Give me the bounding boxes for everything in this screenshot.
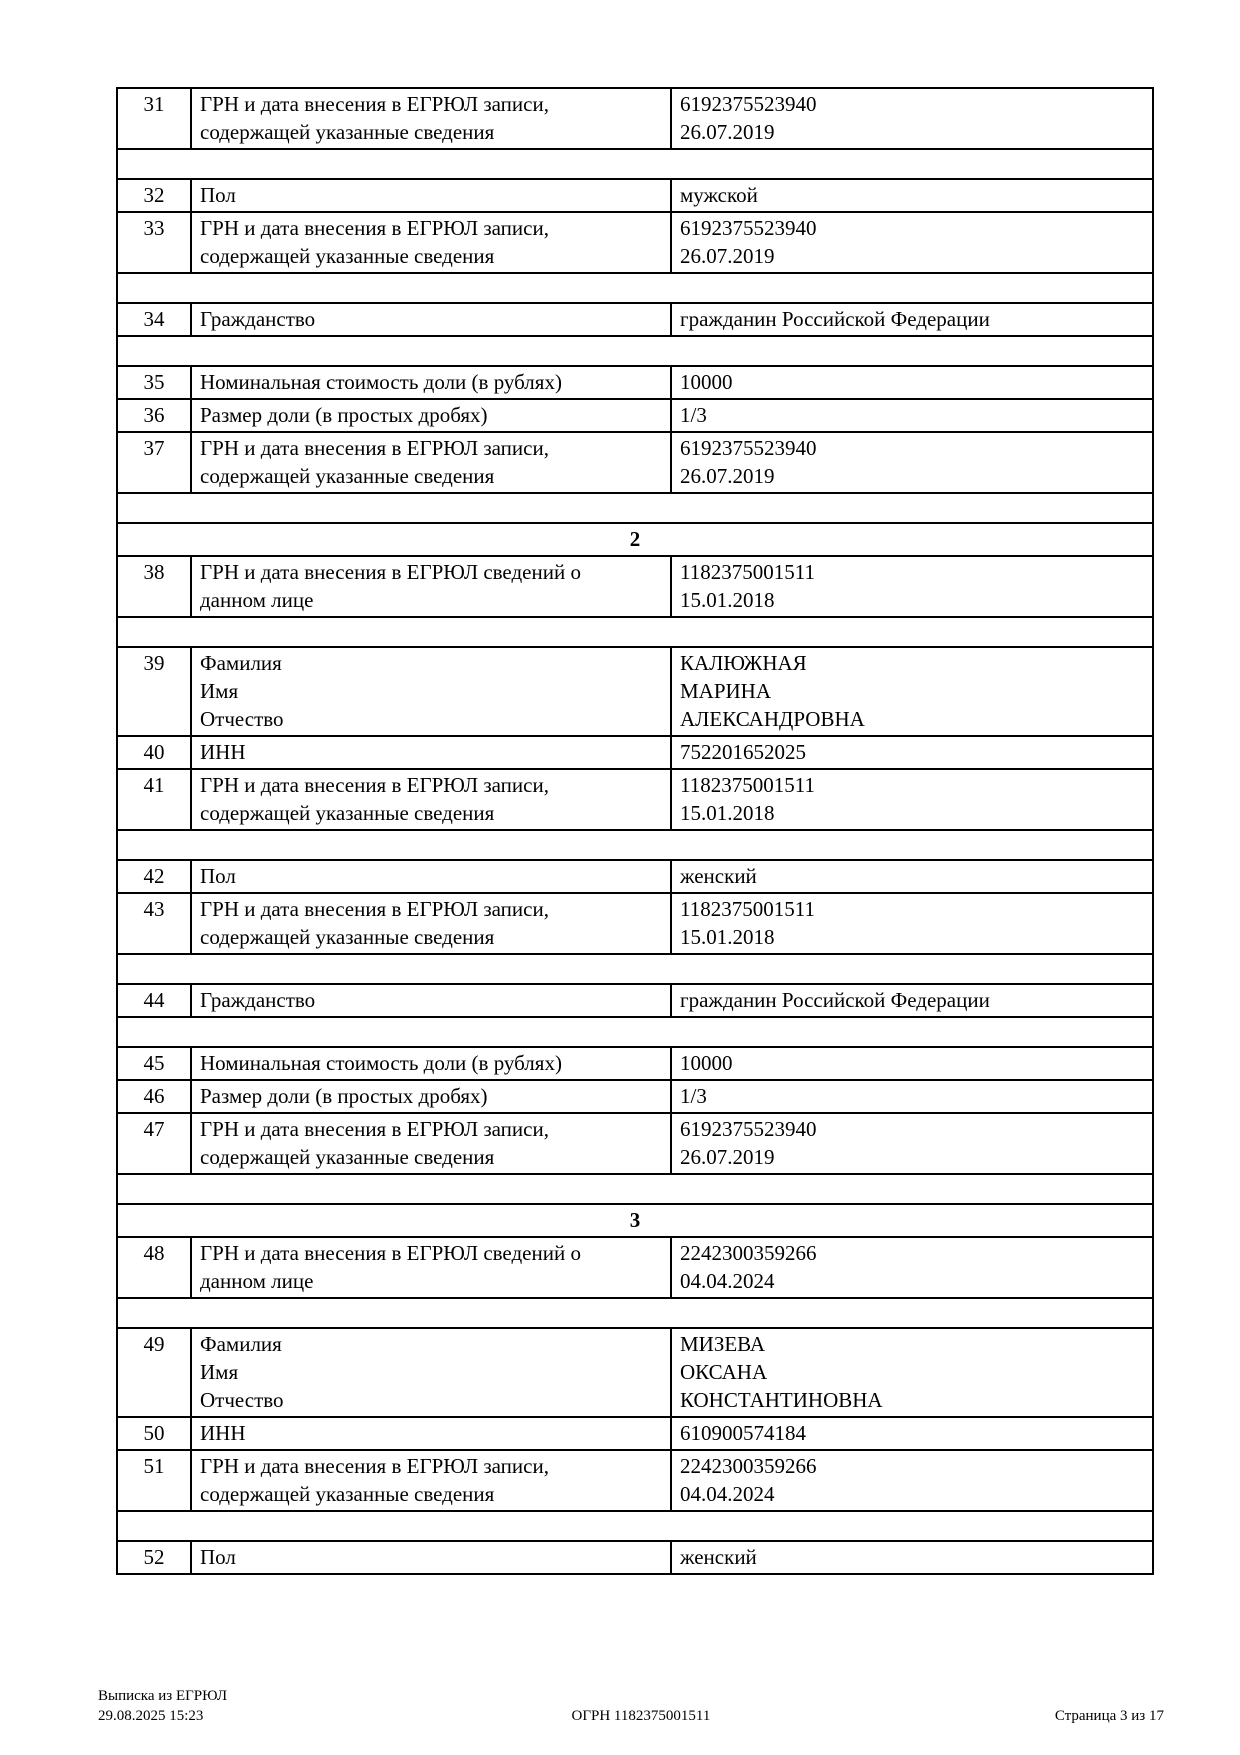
table-row [117,1237,1153,1298]
cell-line: Отчество [200,1388,284,1412]
cell-line: 6192375523940 [680,436,817,460]
field-name-cell [191,769,671,830]
cell-line: Гражданство [200,307,316,331]
cell-line: 752201652025 [680,740,806,764]
table-row [117,1541,1153,1574]
cell-line: гражданин Российской Федерации [680,307,990,331]
field-value-cell [671,1047,1153,1080]
field-value-cell [671,399,1153,432]
table-row [117,88,1153,149]
cell-line: ГРН и дата внесения в ЕГРЮЛ записи, [200,216,549,240]
cell-line: Номинальная стоимость доли (в рублях) [200,1051,562,1075]
egrul-table-body [117,88,1153,1574]
cell-line: КАЛЮЖНАЯ [680,651,807,675]
table-row [117,1417,1153,1450]
cell-line: ОКСАНА [680,1360,768,1384]
cell-line: 26.07.2019 [680,244,775,268]
field-name-cell [191,303,671,336]
row-number-cell: 48 [117,1237,191,1298]
footer-doc-info [98,1686,227,1726]
spacer-row [117,617,1153,647]
field-name-cell [191,893,671,954]
section-header-row [117,523,1153,556]
cell-line: гражданин Российской Федерации [680,988,990,1012]
cell-line: Имя [200,1360,239,1384]
spacer-cell [117,336,1153,366]
cell-line: содержащей указанные сведения [200,120,495,144]
cell-line: ГРН и дата внесения в ЕГРЮЛ записи, [200,436,549,460]
table-row [117,303,1153,336]
table-row [117,860,1153,893]
field-name-cell [191,212,671,273]
spacer-cell [117,1017,1153,1047]
cell-line: 15.01.2018 [680,925,775,949]
cell-line: 04.04.2024 [680,1269,775,1293]
cell-line: Пол [200,1545,236,1569]
field-value-cell [671,303,1153,336]
cell-line: 6192375523940 [680,216,817,240]
cell-line: 04.04.2024 [680,1482,775,1506]
spacer-row [117,1511,1153,1541]
cell-line: 10000 [680,370,733,394]
row-number-cell: 32 [117,179,191,212]
row-number-cell: 47 [117,1113,191,1174]
table-row [117,399,1153,432]
egrul-table-wrap [116,87,1154,1575]
table-row [117,432,1153,493]
field-name-cell [191,1113,671,1174]
spacer-cell [117,493,1153,523]
spacer-row [117,954,1153,984]
egrul-table [116,87,1154,1575]
row-number-cell: 33 [117,212,191,273]
cell-line: Отчество [200,707,284,731]
spacer-cell [117,1298,1153,1328]
cell-line: ГРН и дата внесения в ЕГРЮЛ записи, [200,92,549,116]
cell-line: Пол [200,183,236,207]
row-number-cell: 39 [117,647,191,736]
field-value-cell [671,432,1153,493]
cell-line: данном лице [200,1269,314,1293]
table-row [117,769,1153,830]
cell-line: содержащей указанные сведения [200,464,495,488]
cell-line: МИЗЕВА [680,1332,766,1356]
row-number-cell: 46 [117,1080,191,1113]
field-value-cell [671,769,1153,830]
field-value-cell [671,647,1153,736]
table-row [117,212,1153,273]
cell-line: содержащей указанные сведения [200,1145,495,1169]
cell-line: женский [680,864,757,888]
cell-line: 1182375001511 [680,773,815,797]
table-row [117,1080,1153,1113]
cell-line: 26.07.2019 [680,464,775,488]
field-name-cell [191,1328,671,1417]
cell-line: Фамилия [200,651,282,675]
cell-line: содержащей указанные сведения [200,801,495,825]
spacer-cell [117,954,1153,984]
cell-line: 1/3 [680,1084,707,1108]
cell-line: Номинальная стоимость доли (в рублях) [200,370,562,394]
table-row [117,556,1153,617]
section-number: 3 [117,1204,1153,1237]
cell-line: содержащей указанные сведения [200,1482,495,1506]
field-value-cell [671,736,1153,769]
field-name-cell [191,1047,671,1080]
spacer-cell [117,149,1153,179]
field-value-cell [671,1541,1153,1574]
field-value-cell [671,984,1153,1017]
field-value-cell [671,212,1153,273]
table-row [117,1450,1153,1511]
spacer-row [117,1174,1153,1204]
cell-line: 26.07.2019 [680,120,775,144]
cell-line: 1182375001511 [680,897,815,921]
spacer-cell [117,273,1153,303]
footer-ogrn: ОГРН 1182375001511 [571,1708,711,1724]
row-number-cell: 38 [117,556,191,617]
cell-line: ГРН и дата внесения в ЕГРЮЛ записи, [200,1454,549,1478]
cell-line: 1182375001511 [680,560,815,584]
cell-line: КОНСТАНТИНОВНА [680,1388,883,1412]
row-number-cell: 42 [117,860,191,893]
field-name-cell [191,399,671,432]
cell-line: Имя [200,679,239,703]
field-name-cell [191,860,671,893]
row-number-cell: 43 [117,893,191,954]
field-name-cell [191,1541,671,1574]
spacer-cell [117,617,1153,647]
cell-line: ГРН и дата внесения в ЕГРЮЛ сведений о [200,1241,581,1265]
cell-line: ГРН и дата внесения в ЕГРЮЛ сведений о [200,560,581,584]
footer-page-number: Страница 3 из 17 [1054,1708,1164,1724]
cell-line: ИНН [200,740,246,764]
field-name-cell [191,366,671,399]
field-value-cell [671,1080,1153,1113]
cell-line: 10000 [680,1051,733,1075]
row-number-cell: 34 [117,303,191,336]
field-value-cell [671,556,1153,617]
row-number-cell: 35 [117,366,191,399]
row-number-cell: 45 [117,1047,191,1080]
cell-line: Размер доли (в простых дробях) [200,1084,488,1108]
field-name-cell [191,1080,671,1113]
field-name-cell [191,432,671,493]
cell-line: 6192375523940 [680,1117,817,1141]
table-row [117,1328,1153,1417]
cell-line: Размер доли (в простых дробях) [200,403,488,427]
table-row [117,366,1153,399]
field-name-cell [191,88,671,149]
cell-line: МАРИНА [680,679,772,703]
spacer-cell [117,830,1153,860]
cell-line: Фамилия [200,1332,282,1356]
table-row [117,984,1153,1017]
cell-line: АЛЕКСАНДРОВНА [680,707,865,731]
spacer-cell [117,1511,1153,1541]
spacer-row [117,273,1153,303]
field-value-cell [671,860,1153,893]
table-row [117,647,1153,736]
table-row [117,1047,1153,1080]
spacer-row [117,1298,1153,1328]
row-number-cell: 41 [117,769,191,830]
cell-line: ГРН и дата внесения в ЕГРЮЛ записи, [200,773,549,797]
field-value-cell [671,1113,1153,1174]
footer-doc-name: Выписка из ЕГРЮЛ [98,1688,227,1704]
cell-line: содержащей указанные сведения [200,925,495,949]
cell-line: содержащей указанные сведения [200,244,495,268]
cell-line: мужской [680,183,758,207]
cell-line: данном лице [200,588,314,612]
field-value-cell [671,366,1153,399]
field-name-cell [191,1417,671,1450]
page-footer [98,1686,1164,1726]
row-number-cell: 52 [117,1541,191,1574]
field-value-cell [671,1417,1153,1450]
spacer-cell [117,1174,1153,1204]
field-name-cell [191,1237,671,1298]
table-row [117,1113,1153,1174]
section-number: 2 [117,523,1153,556]
row-number-cell: 40 [117,736,191,769]
cell-line: 610900574184 [680,1421,806,1445]
field-value-cell [671,1237,1153,1298]
row-number-cell: 51 [117,1450,191,1511]
field-name-cell [191,984,671,1017]
cell-line: Гражданство [200,988,316,1012]
row-number-cell: 37 [117,432,191,493]
field-name-cell [191,647,671,736]
cell-line: ИНН [200,1421,246,1445]
spacer-row [117,493,1153,523]
cell-line: 6192375523940 [680,92,817,116]
cell-line: 2242300359266 [680,1241,817,1265]
field-name-cell [191,556,671,617]
field-value-cell [671,88,1153,149]
cell-line: 26.07.2019 [680,1145,775,1169]
spacer-row [117,830,1153,860]
cell-line: женский [680,1545,757,1569]
footer-generated-datetime: 29.08.2025 15:23 [98,1708,204,1724]
field-value-cell [671,1328,1153,1417]
cell-line: ГРН и дата внесения в ЕГРЮЛ записи, [200,1117,549,1141]
cell-line: Пол [200,864,236,888]
table-row [117,736,1153,769]
field-value-cell [671,893,1153,954]
table-row [117,179,1153,212]
cell-line: 15.01.2018 [680,588,775,612]
spacer-row [117,149,1153,179]
row-number-cell: 36 [117,399,191,432]
cell-line: 15.01.2018 [680,801,775,825]
row-number-cell: 49 [117,1328,191,1417]
cell-line: ГРН и дата внесения в ЕГРЮЛ записи, [200,897,549,921]
field-value-cell [671,179,1153,212]
spacer-row [117,336,1153,366]
row-number-cell: 44 [117,984,191,1017]
field-name-cell [191,1450,671,1511]
table-row [117,893,1153,954]
row-number-cell: 50 [117,1417,191,1450]
cell-line: 1/3 [680,403,707,427]
spacer-row [117,1017,1153,1047]
cell-line: 2242300359266 [680,1454,817,1478]
row-number-cell: 31 [117,88,191,149]
section-header-row [117,1204,1153,1237]
field-name-cell [191,179,671,212]
field-value-cell [671,1450,1153,1511]
field-name-cell [191,736,671,769]
